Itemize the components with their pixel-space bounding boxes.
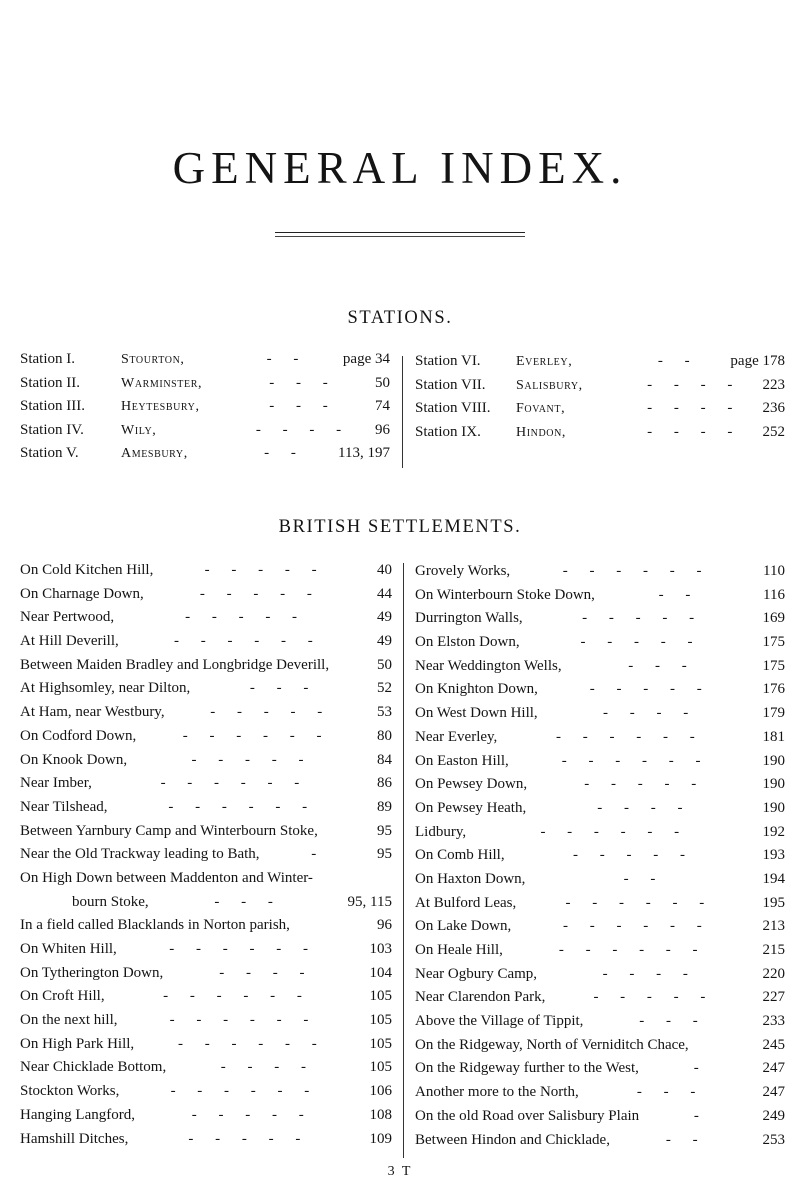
index-entry — [415, 658, 785, 682]
station-row — [415, 424, 785, 448]
index-entry — [415, 824, 785, 848]
entry-text: Hamshill Ditches, — [20, 1130, 129, 1147]
leader-dashes: - — [693, 1060, 708, 1077]
index-entry — [20, 704, 392, 728]
british-settlements-left-column — [20, 562, 392, 1154]
page-number: 252 — [762, 423, 785, 440]
entry-text: On Cold Kitchen Hill, — [20, 562, 154, 578]
page-number: 195 — [762, 894, 785, 911]
leader-dashes: - - - — [269, 398, 337, 414]
index-entry — [20, 1059, 392, 1083]
index-entry — [415, 587, 785, 611]
leader-dashes: - - - - - - — [561, 752, 710, 769]
page-number: 95 — [377, 846, 392, 863]
entry-text: Near Everley, — [415, 728, 498, 745]
entry-text: Between Hindon and Chicklade, — [415, 1131, 610, 1148]
leader-dashes: - - - - - - — [177, 1035, 326, 1052]
index-entry — [20, 1107, 392, 1131]
leader-dashes: - - - - - — [210, 704, 332, 721]
station-place: Salisbury, — [516, 377, 583, 393]
page-number: 50 — [377, 656, 392, 673]
leader-dashes: - - - - — [647, 423, 742, 440]
index-entry — [20, 965, 392, 989]
entry-text: On Codford Down, — [20, 727, 137, 744]
index-entry — [20, 1012, 392, 1036]
leader-dashes: - - - - - — [188, 1130, 310, 1147]
page-number: 190 — [762, 799, 785, 816]
page-title: GENERAL INDEX. — [172, 143, 628, 193]
page-number: 247 — [762, 1084, 785, 1101]
entry-text: Near Tilshead, — [20, 798, 108, 815]
entry-text: Hanging Langford, — [20, 1106, 135, 1123]
entry-text: On Pewsey Down, — [415, 776, 528, 793]
entry-text: Durrington Walls, — [415, 610, 523, 627]
leader-dashes: - - — [623, 870, 665, 887]
index-entry — [415, 871, 785, 895]
leader-dashes: - - - — [639, 1013, 707, 1030]
station-number: Station VII. — [415, 376, 486, 393]
leader-dashes: - - - - - - — [540, 823, 689, 840]
leader-dashes: - - - - — [255, 421, 351, 438]
page-number: 103 — [369, 941, 392, 957]
station-number: Station VI. — [415, 353, 481, 369]
station-row — [20, 351, 390, 375]
leader-dashes: - - - - - — [584, 776, 706, 793]
page-number: 113, 197 — [338, 445, 390, 461]
page-number: 181 — [762, 728, 785, 745]
signature-mark: 3 T — [387, 1164, 413, 1179]
index-entry — [20, 586, 392, 610]
index-entry — [415, 634, 785, 658]
page-number: 194 — [762, 870, 785, 887]
station-row — [415, 377, 785, 401]
station-place: Fovant, — [516, 401, 566, 416]
index-entry — [415, 1084, 785, 1108]
index-entry — [20, 1083, 392, 1107]
index-entry — [20, 823, 392, 847]
station-number: Station I. — [20, 351, 75, 367]
index-entry — [415, 989, 785, 1013]
page-number: 249 — [762, 1107, 785, 1124]
index-entry — [20, 1131, 392, 1155]
entry-text: At Highsomley, near Dilton, — [20, 680, 191, 697]
station-number: Station III. — [20, 398, 85, 414]
index-entry — [415, 1037, 785, 1061]
index-entry — [20, 894, 392, 918]
stations-heading: STATIONS. — [347, 308, 453, 328]
page-number: 192 — [762, 823, 785, 840]
page-number: 96 — [375, 421, 390, 438]
entry-text: Near the Old Trackway leading to Bath, — [20, 846, 260, 863]
entry-text: bourn Stoke, — [72, 893, 149, 910]
entry-text: On Winterbourn Stoke Down, — [415, 586, 595, 603]
index-entry — [415, 895, 785, 919]
page-number: 190 — [762, 776, 785, 793]
page-number: 105 — [369, 988, 392, 1005]
title-rule-thick — [275, 232, 525, 233]
page-number: 116 — [763, 586, 785, 603]
british-settlements-heading: BRITISH SETTLEMENTS. — [278, 517, 522, 537]
entry-text: Near Weddington Wells, — [415, 657, 562, 674]
entry-text: Between Maiden Bradley and Longbridge Deverill, — [20, 656, 330, 673]
index-entry — [415, 753, 785, 777]
page-number: page 34 — [342, 351, 390, 367]
page-number: 233 — [762, 1013, 785, 1030]
leader-dashes: - - - - - - — [170, 1083, 319, 1100]
leader-dashes: - - - - - — [573, 847, 695, 864]
page-number: 215 — [762, 942, 785, 958]
leader-dashes: - - - - - — [185, 609, 307, 626]
leader-dashes: - - — [658, 586, 700, 603]
page-number: 190 — [762, 752, 785, 769]
index-entry — [20, 941, 392, 965]
leader-dashes: - - - - - — [589, 681, 711, 698]
page-number: 223 — [762, 376, 785, 393]
entry-text: Between Yarnbury Camp and Winterbourn Stoke, — [20, 822, 318, 839]
page-number: 175 — [762, 657, 785, 674]
leader-dashes: - - - - - - — [174, 633, 322, 650]
leader-dashes: - - — [665, 1131, 707, 1148]
page-number: 74 — [375, 398, 390, 414]
page-number: 220 — [762, 965, 785, 982]
entry-text: On Heale Hill, — [415, 942, 503, 958]
page-number: 109 — [369, 1130, 392, 1147]
leader-dashes: - - - - - - — [163, 988, 311, 1005]
page-number: 193 — [762, 847, 785, 864]
leader-dashes: - - - - - - — [168, 798, 317, 815]
index-entry — [415, 800, 785, 824]
station-row — [20, 398, 390, 422]
leader-dashes: - - — [264, 445, 305, 461]
leader-dashes: - — [311, 846, 326, 863]
index-entry — [20, 799, 392, 823]
index-entry — [20, 728, 392, 752]
page-number: 50 — [375, 374, 390, 391]
index-entry — [415, 847, 785, 871]
station-place: Hindon, — [516, 424, 567, 440]
leader-dashes: - - - — [249, 680, 318, 697]
page-number: 110 — [763, 563, 785, 579]
page-number: 179 — [762, 705, 785, 722]
entry-text: On High Park Hill, — [20, 1035, 135, 1052]
leader-dashes: - - - - - - — [562, 563, 711, 579]
entry-text: On the Ridgeway further to the West, — [415, 1060, 639, 1077]
leader-dashes: - - - - - - — [169, 941, 318, 957]
page-number: 86 — [377, 775, 392, 792]
stations-right-column — [415, 353, 785, 447]
entry-text: On High Down between Maddenton and Winter- — [20, 869, 313, 886]
page-number: 84 — [377, 751, 392, 768]
entry-text: Above the Village of Tippit, — [415, 1013, 584, 1030]
station-place: Warminster, — [121, 375, 203, 391]
index-entry — [20, 609, 392, 633]
entry-text: On the next hill, — [20, 1012, 118, 1029]
page-number: 40 — [377, 562, 392, 578]
leader-dashes: - - - - - - — [169, 1012, 318, 1029]
entry-text: At Bulford Leas, — [415, 894, 517, 911]
station-row — [20, 422, 390, 446]
entry-text: On Haxton Down, — [415, 870, 526, 887]
entry-text: Stockton Works, — [20, 1083, 120, 1100]
station-row — [20, 445, 390, 469]
leader-dashes: - - - - — [602, 705, 698, 722]
page-number: 49 — [377, 609, 392, 626]
leader-dashes: - — [693, 1107, 708, 1124]
page-number: 176 — [762, 681, 785, 698]
index-entry — [20, 633, 392, 657]
page-number: 227 — [762, 989, 785, 1006]
page-number: 53 — [377, 704, 392, 721]
station-number: Station II. — [20, 374, 80, 391]
leader-dashes: - - - — [214, 893, 282, 910]
leader-dashes: - - - - — [602, 965, 697, 982]
page-number: 96 — [377, 917, 392, 934]
index-entry — [415, 1108, 785, 1132]
page-number: 89 — [377, 798, 392, 815]
station-place: Heytesbury, — [121, 399, 200, 414]
page-number: 253 — [762, 1131, 785, 1148]
page-number: 104 — [369, 964, 392, 981]
leader-dashes: - - - - - - — [558, 942, 707, 958]
entry-text: On Lake Down, — [415, 918, 512, 935]
entry-text: Near Chicklade Bottom, — [20, 1059, 167, 1076]
station-number: Station IV. — [20, 421, 84, 438]
page-number: 108 — [369, 1106, 392, 1123]
station-number: Station VIII. — [415, 400, 491, 416]
leader-dashes: - - - - - - — [563, 918, 711, 935]
leader-dashes: - - — [657, 353, 699, 369]
leader-dashes: - - - - - — [204, 562, 326, 578]
page-number: 80 — [377, 727, 392, 744]
page-number: 49 — [377, 633, 392, 650]
index-entry — [20, 917, 392, 941]
title-rule-thin — [275, 236, 525, 237]
station-place: Everley, — [516, 354, 573, 369]
leader-dashes: - - - - - — [593, 989, 715, 1006]
station-place: Wily, — [121, 422, 157, 438]
leader-dashes: - - - - - - — [565, 894, 714, 911]
station-row — [20, 375, 390, 399]
leader-dashes: - - — [266, 351, 308, 367]
index-entry — [415, 681, 785, 705]
leader-dashes: - - - - — [597, 799, 692, 816]
station-row — [415, 353, 785, 377]
entry-text: At Hill Deverill, — [20, 633, 119, 650]
leader-dashes: - - - - — [219, 964, 314, 981]
leader-dashes: - - - — [269, 374, 337, 391]
entry-text: On Knook Down, — [20, 751, 128, 768]
page-number: 175 — [762, 634, 785, 651]
page-number: 236 — [762, 400, 785, 416]
page-number: 44 — [377, 585, 392, 602]
entry-text: Near Pertwood, — [20, 609, 115, 626]
entry-text: Near Imber, — [20, 775, 92, 792]
entry-text: On West Down Hill, — [415, 705, 538, 722]
entry-text: On Knighton Down, — [415, 681, 538, 698]
leader-dashes: - - - - - — [582, 610, 704, 627]
page-number: page 178 — [730, 353, 785, 369]
page-number: 105 — [369, 1012, 392, 1029]
entry-text: Near Ogbury Camp, — [415, 965, 538, 982]
stations-column-divider — [402, 356, 403, 468]
leader-dashes: - - - — [636, 1084, 705, 1101]
index-entry — [20, 562, 392, 586]
station-place: Stourton, — [121, 352, 185, 367]
index-entry — [415, 1013, 785, 1037]
british-settlements-right-column — [415, 563, 785, 1155]
index-entry — [20, 1036, 392, 1060]
leader-dashes: - - - - - — [580, 634, 702, 651]
leader-dashes: - - - - - - — [556, 728, 704, 745]
page-number: 105 — [369, 1035, 392, 1052]
index-entry — [20, 870, 392, 894]
entry-text: On Elston Down, — [415, 634, 520, 651]
index-entry — [415, 610, 785, 634]
entry-text: Lidbury, — [415, 823, 467, 840]
index-entry — [20, 680, 392, 704]
index-entry — [20, 752, 392, 776]
entry-text: In a field called Blacklands in Norton parish, — [20, 917, 290, 934]
index-entry — [415, 1132, 785, 1156]
stations-left-column — [20, 351, 390, 469]
entry-text: On Tytherington Down, — [20, 964, 164, 981]
leader-dashes: - - - - - — [191, 751, 313, 768]
entry-text: On the old Road over Salisbury Plain — [415, 1107, 640, 1124]
station-row — [415, 400, 785, 424]
entry-text: On Comb Hill, — [415, 847, 505, 864]
page-number: 245 — [762, 1036, 785, 1053]
index-entry — [20, 657, 392, 681]
index-entry — [415, 776, 785, 800]
index-entry — [415, 918, 785, 942]
page-number: 169 — [762, 610, 785, 627]
leader-dashes: - - - - - — [191, 1106, 313, 1123]
leader-dashes: - - - - — [647, 400, 742, 416]
index-entry — [415, 563, 785, 587]
british-settlements-column-divider — [403, 563, 404, 1158]
index-entry — [415, 1060, 785, 1084]
page-number: 247 — [762, 1060, 785, 1077]
leader-dashes: - - - — [628, 657, 696, 674]
page-number: 213 — [762, 918, 785, 935]
entry-text: On the Ridgeway, North of Verniditch Chace, — [415, 1036, 689, 1053]
index-entry — [20, 775, 392, 799]
entry-text: On Pewsey Heath, — [415, 799, 527, 816]
leader-dashes: - - - - — [220, 1059, 315, 1076]
page-number: 106 — [369, 1083, 392, 1100]
index-entry — [415, 729, 785, 753]
index-entry — [415, 942, 785, 966]
page-number: 52 — [377, 680, 392, 697]
station-number: Station IX. — [415, 423, 481, 440]
entry-text: At Ham, near Westbury, — [20, 704, 165, 721]
leader-dashes: - - - - — [647, 376, 742, 393]
station-place: Amesbury, — [121, 446, 188, 461]
entry-text: Another more to the North, — [415, 1084, 579, 1101]
station-number: Station V. — [20, 445, 79, 461]
entry-text: On Croft Hill, — [20, 988, 105, 1005]
entry-text: On Charnage Down, — [20, 585, 144, 602]
leader-dashes: - - - - - - — [160, 775, 309, 792]
page-number: 95 — [377, 822, 392, 839]
entry-text: Near Clarendon Park, — [415, 989, 546, 1006]
entry-text: On Easton Hill, — [415, 752, 509, 769]
entry-text: Grovely Works, — [415, 563, 511, 579]
index-entry — [20, 846, 392, 870]
index-entry — [415, 705, 785, 729]
page-number: 95, 115 — [347, 893, 392, 910]
entry-text: On Whiten Hill, — [20, 941, 117, 957]
index-entry — [20, 988, 392, 1012]
leader-dashes: - - - - - — [199, 585, 321, 602]
page-number: 105 — [369, 1059, 392, 1076]
leader-dashes: - - - - - - — [182, 727, 331, 744]
index-entry — [415, 966, 785, 990]
